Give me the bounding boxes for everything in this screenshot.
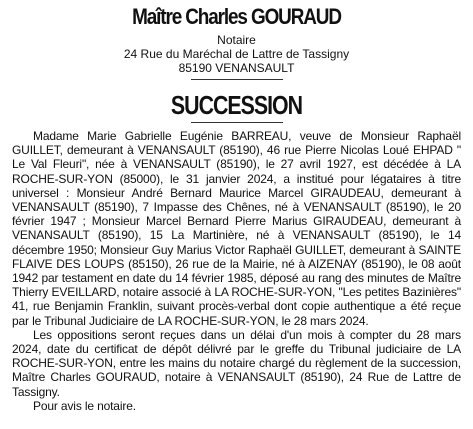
notice-heading: SUCCESSION (170, 90, 303, 120)
header-divider (191, 79, 283, 80)
notice-header (0, 4, 473, 123)
notary-address: 24 Rue du Maréchal de Lattre de Tassigny (123, 47, 350, 61)
paragraph-closing: Pour avis le notaire. (33, 398, 136, 413)
notary-city: 85190 VENANSAULT (178, 61, 295, 75)
notary-name: Maître Charles GOURAUD (132, 4, 341, 29)
paragraph-declaration: Madame Marie Gabrielle Eugénie BARREAU, veuve de Monsieur Raphaël GUILLET, demeurant à VENANSAULT (85190), 46 rue Pierre Nicolas Loué EHPAD " Le Val Fleuri", née à VENANSAULT (85190), le 27 avril 1927, est décédée à LA ROCHE-SUR-YON (85000), le 31 janvier 2024, a institué pour légataires à titre universel : Monsieur André Bernard Maurice Marcel GIRAUDEAU, demeurant à VENANSAULT (85190), 7 Impasse des Chênes, né à VENANSAULT (85190), le 20 février 1947 ; Monsieur Marcel Bernard Pierre Marius GIRAUDEAU, demeurant à VENANSAULT (85190), 15 La Martinière, né à VENANSAULT (85190), le 14 décembre 1950; Monsieur Guy Marius Victor Raphaël GUILLET, demeurant à SAINTE FLAIVE DES LOUPS (85150), 26 rue de la Mairie, né à AIZENAY (85190), le 08 août 1942 par testament en date du 14 février 1985, déposé au rang des minutes de Maître Thierry EVEILLARD, notaire associé à LA ROCHE-SUR-YON, "Les petites Bazinières" 41, rue Benjamin Franklin, suivant procès-verbal dont copie authentique a été reçue par le Tribunal Judiciaire de LA ROCHE-SUR-YON, le 28 mars 2024. (12, 129, 461, 328)
heading-divider (191, 122, 283, 123)
notary-title: Notaire (217, 33, 256, 47)
notice-body (12, 129, 461, 413)
paragraph-oppositions: Les oppositions seront reçues dans un délai d'un mois à compter du 28 mars 2024, date du certificat de dépôt délivré par le greffe du Tribunal judiciaire de LA ROCHE-SUR-YON, entre les mains du notaire chargé du règlement de la succession, Maître Charles GOURAUD, notaire à VENANSAULT (85190), 24 Rue de Lattre de Tassigny. (12, 327, 461, 399)
